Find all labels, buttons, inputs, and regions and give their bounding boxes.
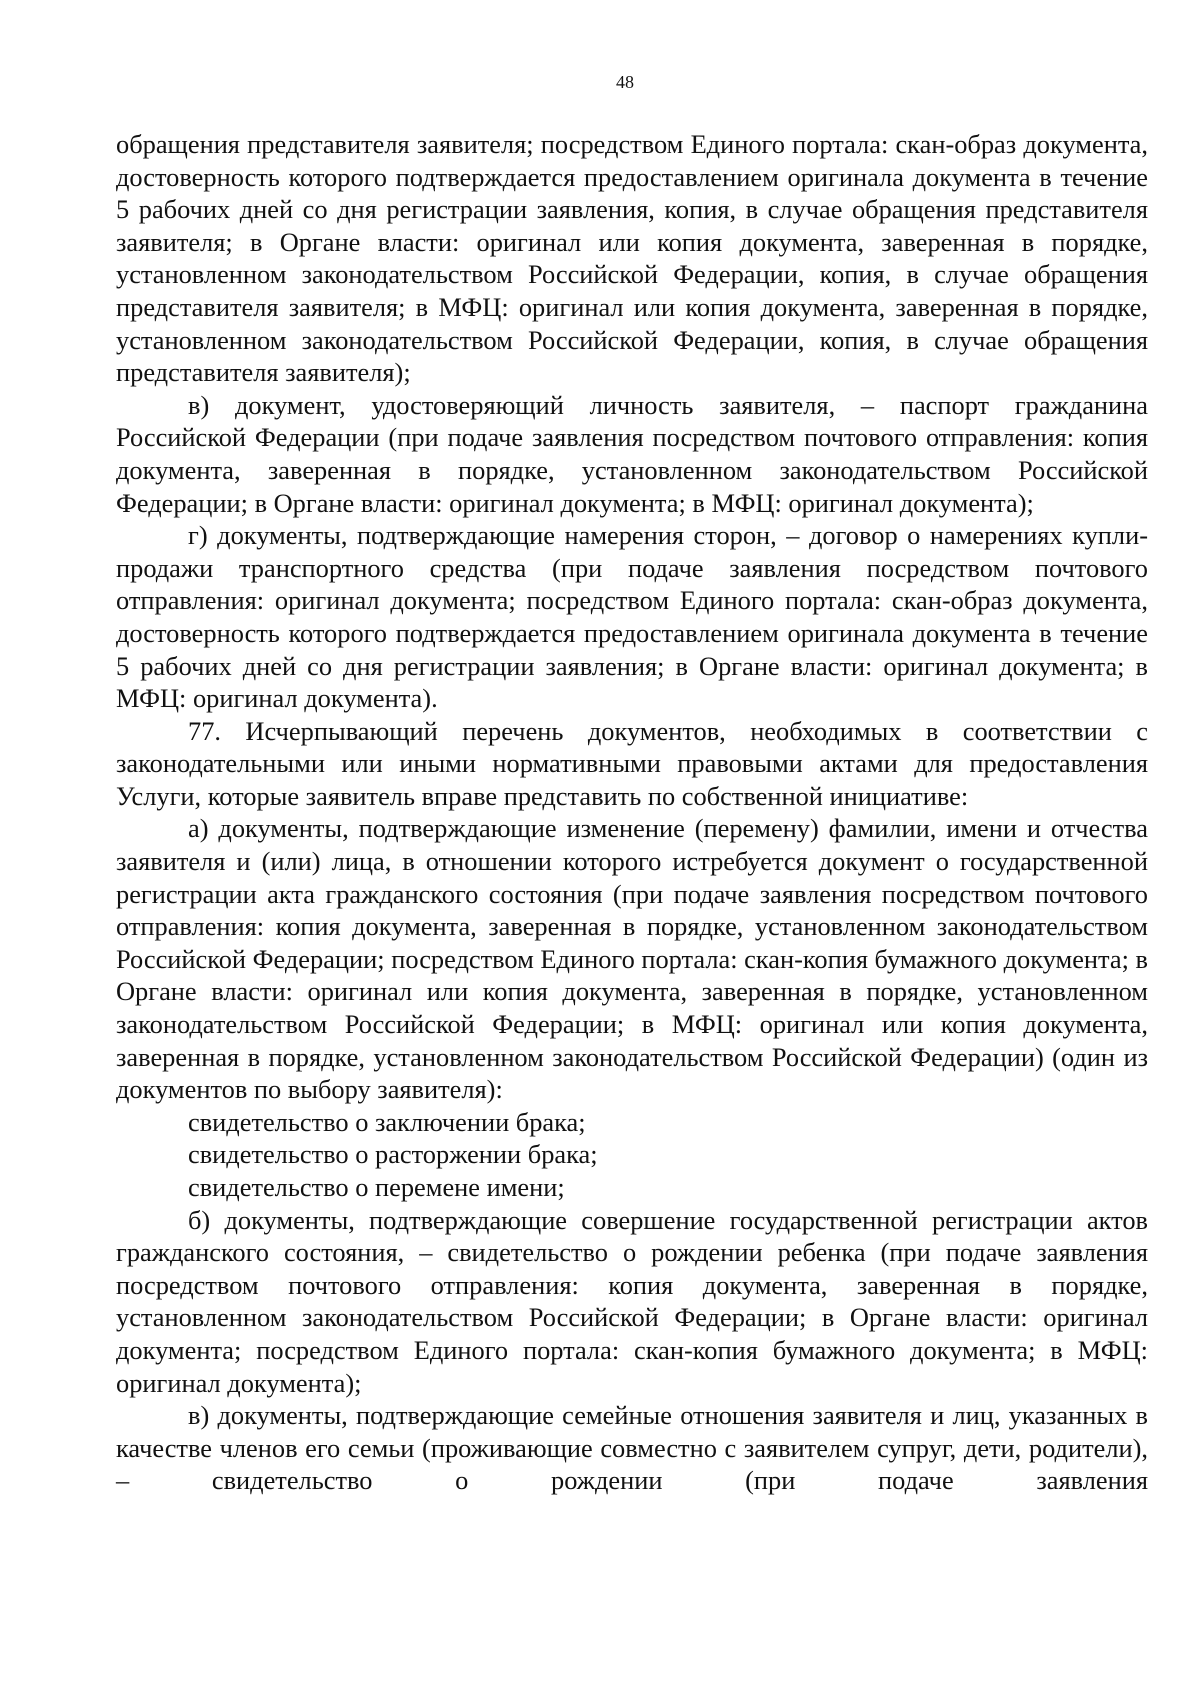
list-item-name-change-certificate: свидетельство о перемене имени; [188, 1172, 565, 1202]
paragraph-item-b-civil-registration: б) документы, подтверждающие совершение государственной регистрации актов гражданского состояния, – свидетельство о рождении ребенка (при подаче заявления посредством почтового отправления: копия документа, заверенная в порядке, установленном законодательством Российской Федерации; в Органе власти: оригинал документа; посредством Единого портала: скан-копия бумажного документа; в МФЦ: оригинал документа); [116, 1204, 1148, 1398]
paragraph-item-g-intent-documents: г) документы, подтверждающие намерения сторон, – договор о намерениях купли-продажи транспортного средства (при подаче заявления посредством почтового отправления: оригинал документа; посредством Единого портала: скан-образ документа, достоверность которого подтверждается предоставлением оригинала документа в течение 5 рабочих дней со дня регистрации заявления; в Органе власти: оригинал документа; в МФЦ: оригинал документа). [116, 520, 1148, 714]
page-number: 48 [616, 72, 634, 92]
paragraph-item-a-name-change-documents: а) документы, подтверждающие изменение (перемену) фамилии, имени и отчества заявителя и (или) лица, в отношении которого истребуется документ о государственной регистрации акта гражданского состояния (при подаче заявления посредством почтового отправления: копия документа, заверенная в порядке, установленном законодательством Российской Федерации; посредством Единого портала: скан-копия бумажного документа; в Органе власти: оригинал или копия документа, заверенная в порядке, установленном законодательством Российской Федерации; в МФЦ: оригинал или копия документа, заверенная в порядке, установленном законодательством Российской Федерации) (один из документов по выбору заявителя): [116, 813, 1148, 1105]
document-body [116, 128, 1148, 1497]
paragraph-continuation: обращения представителя заявителя; посредством Единого портала: скан-образ документа, достоверность которого подтверждается предоставлением оригинала документа в течение 5 рабочих дней со дня регистрации заявления, копия, в случае обращения представителя заявителя; в Органе власти: оригинал или копия документа, заверенная в порядке, установленном законодательством Российской Федерации, копия, в случае обращения представителя заявителя; в МФЦ: оригинал или копия документа, заверенная в порядке, установленном законодательством Российской Федерации, копия, в случае обращения представителя заявителя); [116, 129, 1148, 388]
list-item-marriage-certificate: свидетельство о заключении брака; [188, 1106, 586, 1137]
paragraph-section-77: 77. Исчерпывающий перечень документов, необходимых в соответствии с законодательными или иными нормативными правовыми актами для предоставления Услуги, которые заявитель вправе представить по собственной инициативе: [116, 715, 1148, 811]
list-item-divorce-certificate: свидетельство о расторжении брака; [188, 1139, 598, 1170]
paragraph-item-v-family-relations: в) документы, подтверждающие семейные отношения заявителя и лиц, указанных в качестве членов его семьи (проживающие совместно с заявителем супруг, дети, родители), – свидетельство о рождении (при подаче заявления [116, 1400, 1148, 1496]
paragraph-item-v-identity-document: в) документ, удостоверяющий личность заявителя, – паспорт гражданина Российской Федерации (при подаче заявления посредством почтового отправления: копия документа, заверенная в порядке, установленном законодательством Российской Федерации; в Органе власти: оригинал документа; в МФЦ: оригинал документа); [116, 389, 1148, 518]
